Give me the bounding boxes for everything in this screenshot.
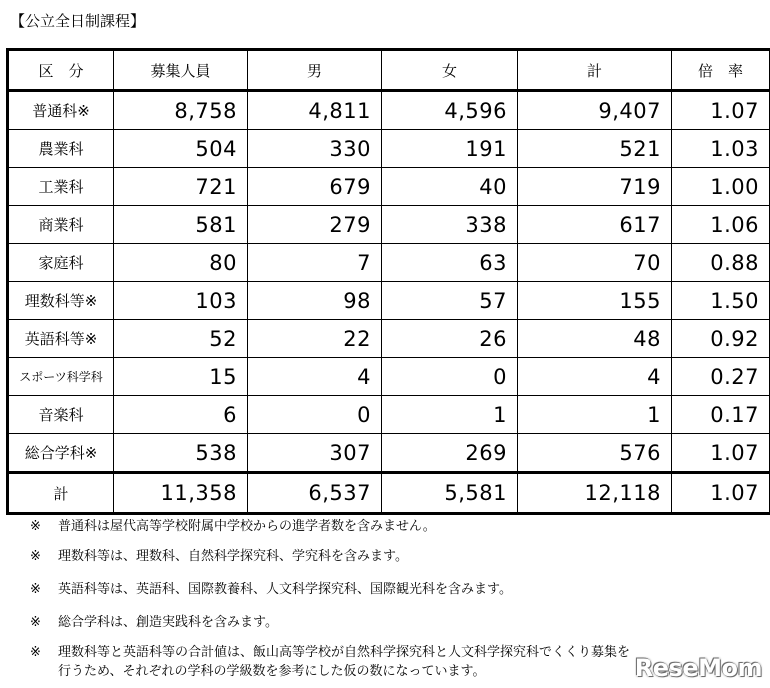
footnote-text: 英語科等は、英語科、国際教養科、人文科学探究科、国際観光科を含みます。 xyxy=(58,582,512,597)
table-row xyxy=(8,168,770,206)
table-header-row xyxy=(8,50,770,91)
footnote-mark: ※ xyxy=(30,549,41,564)
cell-female: 1 xyxy=(382,396,518,434)
footnote-mark: ※ xyxy=(30,519,41,534)
table-row xyxy=(8,91,770,130)
footnote-text: 普通科は屋代高等学校附属中学校からの進学者数を含みません。 xyxy=(58,519,436,534)
cell-total: 9,407 xyxy=(518,91,672,130)
cell-male: 307 xyxy=(248,434,382,473)
footnote-mark: ※ xyxy=(30,645,41,660)
cell-total: 576 xyxy=(518,434,672,473)
total-category: 計 xyxy=(8,473,114,514)
footnote xyxy=(30,641,630,679)
total-male: 6,537 xyxy=(248,473,382,514)
table-row xyxy=(8,130,770,168)
table-title: 【公立全日制課程】 xyxy=(10,12,146,30)
cell-category: 工業科 xyxy=(8,168,114,206)
footnote-mark: ※ xyxy=(30,615,41,630)
table-row xyxy=(8,282,770,320)
footnote xyxy=(30,611,278,630)
header-male: 男 xyxy=(248,50,382,91)
cell-male: 679 xyxy=(248,168,382,206)
cell-ratio: 0.17 xyxy=(672,396,770,434)
cell-recruit: 504 xyxy=(114,130,248,168)
cell-female: 26 xyxy=(382,320,518,358)
cell-recruit: 52 xyxy=(114,320,248,358)
table-row xyxy=(8,320,770,358)
header-recruit: 募集人員 xyxy=(114,50,248,91)
cell-recruit: 538 xyxy=(114,434,248,473)
resemom-logo: ReseMom xyxy=(634,654,762,682)
cell-male: 98 xyxy=(248,282,382,320)
table-row xyxy=(8,244,770,282)
cell-male: 4 xyxy=(248,358,382,396)
cell-male: 4,811 xyxy=(248,91,382,130)
cell-male: 279 xyxy=(248,206,382,244)
cell-category: 総合学科※ xyxy=(8,434,114,473)
cell-recruit: 80 xyxy=(114,244,248,282)
cell-female: 4,596 xyxy=(382,91,518,130)
cell-total: 4 xyxy=(518,358,672,396)
cell-total: 719 xyxy=(518,168,672,206)
cell-category: 音楽科 xyxy=(8,396,114,434)
cell-category: 普通科※ xyxy=(8,91,114,130)
cell-female: 0 xyxy=(382,358,518,396)
cell-male: 330 xyxy=(248,130,382,168)
cell-recruit: 103 xyxy=(114,282,248,320)
table-row xyxy=(8,206,770,244)
cell-category: 家庭科 xyxy=(8,244,114,282)
cell-total: 155 xyxy=(518,282,672,320)
total-recruit: 11,358 xyxy=(114,473,248,514)
table-row xyxy=(8,358,770,396)
cell-recruit: 8,758 xyxy=(114,91,248,130)
cell-female: 40 xyxy=(382,168,518,206)
total-ratio: 1.07 xyxy=(672,473,770,514)
header-ratio: 倍 率 xyxy=(672,50,770,91)
header-female: 女 xyxy=(382,50,518,91)
footnote-text-continued: 行うため、それぞれの学科の学級数を参考にした仮の数になっています。 xyxy=(58,664,486,679)
cell-total: 617 xyxy=(518,206,672,244)
cell-ratio: 1.07 xyxy=(672,91,770,130)
footnote xyxy=(30,515,436,534)
cell-ratio: 1.00 xyxy=(672,168,770,206)
cell-recruit: 15 xyxy=(114,358,248,396)
cell-female: 63 xyxy=(382,244,518,282)
cell-category: 理数科等※ xyxy=(8,282,114,320)
cell-ratio: 1.06 xyxy=(672,206,770,244)
cell-male: 0 xyxy=(248,396,382,434)
cell-total: 1 xyxy=(518,396,672,434)
cell-female: 57 xyxy=(382,282,518,320)
cell-category: 英語科等※ xyxy=(8,320,114,358)
cell-category: 商業科 xyxy=(8,206,114,244)
cell-ratio: 1.07 xyxy=(672,434,770,473)
cell-total: 521 xyxy=(518,130,672,168)
cell-recruit: 721 xyxy=(114,168,248,206)
header-category: 区 分 xyxy=(8,50,114,91)
footnote xyxy=(30,545,408,564)
footnote-text: 理数科等は、理数科、自然科学探究科、学究科を含みます。 xyxy=(58,549,408,564)
cell-total: 48 xyxy=(518,320,672,358)
cell-recruit: 6 xyxy=(114,396,248,434)
table-total-row xyxy=(8,473,770,514)
table-row xyxy=(8,434,770,473)
cell-category: スポーツ科学科 xyxy=(8,358,114,396)
cell-female: 191 xyxy=(382,130,518,168)
cell-male: 7 xyxy=(248,244,382,282)
footnote-mark: ※ xyxy=(30,582,41,597)
enrollment-table xyxy=(6,48,770,515)
table-row xyxy=(8,396,770,434)
cell-category: 農業科 xyxy=(8,130,114,168)
cell-ratio: 0.27 xyxy=(672,358,770,396)
cell-ratio: 1.03 xyxy=(672,130,770,168)
cell-ratio: 1.50 xyxy=(672,282,770,320)
total-female: 5,581 xyxy=(382,473,518,514)
cell-female: 269 xyxy=(382,434,518,473)
total-total: 12,118 xyxy=(518,473,672,514)
cell-ratio: 0.88 xyxy=(672,244,770,282)
cell-male: 22 xyxy=(248,320,382,358)
footnote-text: 総合学科は、創造実践科を含みます。 xyxy=(58,615,278,630)
header-total: 計 xyxy=(518,50,672,91)
cell-female: 338 xyxy=(382,206,518,244)
footnote-text: 理数科等と英語科等の合計値は、飯山高等学校が自然科学探究科と人文科学探究科でくくり募集を xyxy=(58,645,631,660)
cell-recruit: 581 xyxy=(114,206,248,244)
footnote xyxy=(30,578,512,597)
cell-total: 70 xyxy=(518,244,672,282)
cell-ratio: 0.92 xyxy=(672,320,770,358)
